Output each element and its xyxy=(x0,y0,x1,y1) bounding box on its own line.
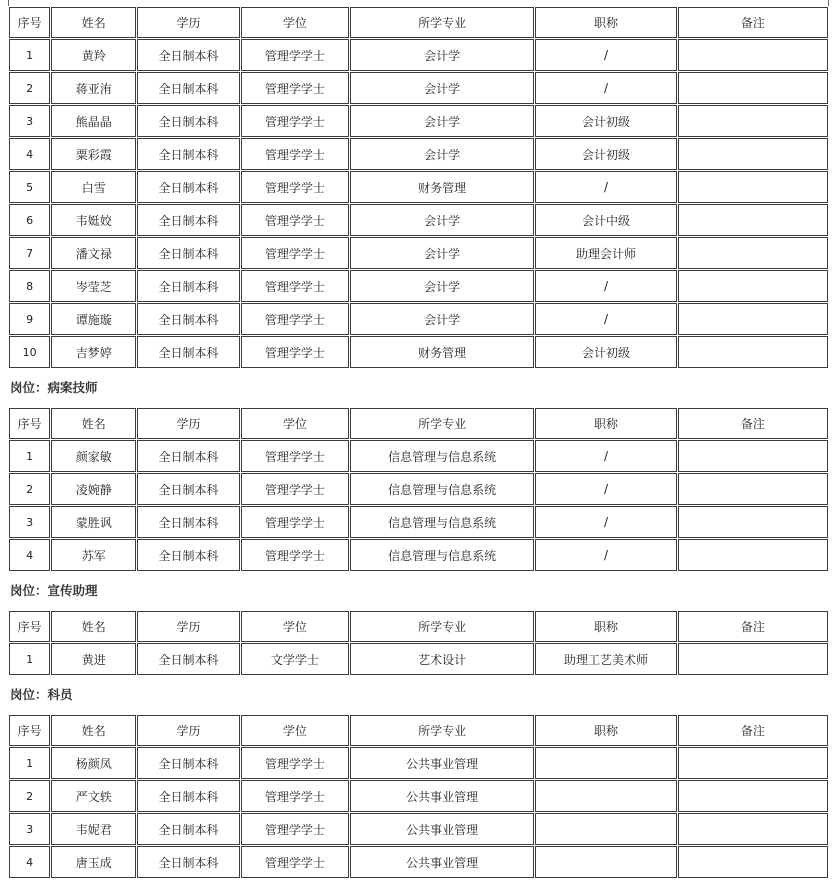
cell-remark xyxy=(678,780,828,812)
column-header: 所学专业 xyxy=(350,715,535,746)
cell-education: 全日制本科 xyxy=(137,138,240,170)
cell-name: 杨颜凤 xyxy=(51,747,136,779)
cell-major: 会计学 xyxy=(350,237,535,269)
cell-degree: 管理学学士 xyxy=(241,138,349,170)
cell-seq: 9 xyxy=(9,303,50,335)
cell-education: 全日制本科 xyxy=(137,105,240,137)
cell-seq: 10 xyxy=(9,336,50,368)
cell-education: 全日制本科 xyxy=(137,440,240,472)
column-header: 序号 xyxy=(9,408,50,439)
cell-education: 全日制本科 xyxy=(137,846,240,878)
column-header: 学历 xyxy=(137,7,240,38)
table-row xyxy=(9,138,828,170)
cell-degree: 管理学学士 xyxy=(241,204,349,236)
cell-major: 会计学 xyxy=(350,138,535,170)
column-header: 职称 xyxy=(535,715,676,746)
column-header: 备注 xyxy=(678,611,828,642)
table-row xyxy=(9,39,828,71)
cell-major: 会计学 xyxy=(350,270,535,302)
cell-degree: 管理学学士 xyxy=(241,473,349,505)
cell-title: / xyxy=(535,473,676,505)
cell-name: 潘文禄 xyxy=(51,237,136,269)
cell-degree: 管理学学士 xyxy=(241,813,349,845)
table-header-row xyxy=(9,611,828,642)
cell-education: 全日制本科 xyxy=(137,539,240,571)
column-header: 学历 xyxy=(137,408,240,439)
cell-education: 全日制本科 xyxy=(137,813,240,845)
cell-remark xyxy=(678,813,828,845)
cell-title: 会计中级 xyxy=(535,204,676,236)
cell-seq: 7 xyxy=(9,237,50,269)
cell-name: 唐玉成 xyxy=(51,846,136,878)
cell-title: / xyxy=(535,72,676,104)
column-header: 序号 xyxy=(9,611,50,642)
cell-degree: 管理学学士 xyxy=(241,39,349,71)
cell-title: 助理会计师 xyxy=(535,237,676,269)
cell-seq: 3 xyxy=(9,813,50,845)
cell-seq: 6 xyxy=(9,204,50,236)
table-row xyxy=(9,237,828,269)
cell-title xyxy=(535,747,676,779)
column-header: 所学专业 xyxy=(350,408,535,439)
column-header: 备注 xyxy=(678,715,828,746)
cell-remark xyxy=(678,539,828,571)
cell-name: 韦娗姣 xyxy=(51,204,136,236)
cell-title: / xyxy=(535,39,676,71)
cell-major: 公共事业管理 xyxy=(350,846,535,878)
cell-major: 公共事业管理 xyxy=(350,813,535,845)
cell-remark xyxy=(678,336,828,368)
cell-seq: 8 xyxy=(9,270,50,302)
cell-seq: 1 xyxy=(9,440,50,472)
column-header: 所学专业 xyxy=(350,611,535,642)
cell-major: 信息管理与信息系统 xyxy=(350,440,535,472)
column-header: 学历 xyxy=(137,715,240,746)
cell-major: 会计学 xyxy=(350,204,535,236)
cell-remark xyxy=(678,270,828,302)
cell-remark xyxy=(678,171,828,203)
cell-remark xyxy=(678,473,828,505)
cell-name: 蒋亚洧 xyxy=(51,72,136,104)
cell-seq: 1 xyxy=(9,747,50,779)
cell-major: 财务管理 xyxy=(350,336,535,368)
cell-title: 会计初级 xyxy=(535,105,676,137)
column-header: 姓名 xyxy=(51,7,136,38)
column-header: 职称 xyxy=(535,7,676,38)
column-header: 学位 xyxy=(241,7,349,38)
cell-seq: 2 xyxy=(9,72,50,104)
cell-major: 会计学 xyxy=(350,105,535,137)
column-header: 学位 xyxy=(241,408,349,439)
cell-title: / xyxy=(535,270,676,302)
cell-major: 艺术设计 xyxy=(350,643,535,675)
table-header-row xyxy=(9,715,828,746)
cell-degree: 管理学学士 xyxy=(241,72,349,104)
cell-major: 公共事业管理 xyxy=(350,747,535,779)
document xyxy=(8,0,829,879)
column-header: 姓名 xyxy=(51,611,136,642)
table-row xyxy=(9,440,828,472)
table-row xyxy=(9,846,828,878)
cell-major: 信息管理与信息系统 xyxy=(350,506,535,538)
cell-name: 颜家敏 xyxy=(51,440,136,472)
cell-education: 全日制本科 xyxy=(137,643,240,675)
cell-seq: 3 xyxy=(9,506,50,538)
cell-major: 公共事业管理 xyxy=(350,780,535,812)
cell-seq: 5 xyxy=(9,171,50,203)
cell-degree: 管理学学士 xyxy=(241,171,349,203)
cell-seq: 3 xyxy=(9,105,50,137)
cell-remark xyxy=(678,506,828,538)
cell-seq: 4 xyxy=(9,138,50,170)
cell-name: 白雪 xyxy=(51,171,136,203)
staff-table xyxy=(8,714,829,879)
cell-education: 全日制本科 xyxy=(137,506,240,538)
column-header: 学历 xyxy=(137,611,240,642)
cell-title: / xyxy=(535,506,676,538)
table-row xyxy=(9,643,828,675)
cell-education: 全日制本科 xyxy=(137,171,240,203)
cell-title xyxy=(535,846,676,878)
cell-remark xyxy=(678,747,828,779)
cell-major: 会计学 xyxy=(350,303,535,335)
cell-seq: 2 xyxy=(9,780,50,812)
column-header: 备注 xyxy=(678,408,828,439)
cell-seq: 1 xyxy=(9,39,50,71)
staff-table xyxy=(8,407,829,572)
cell-remark xyxy=(678,72,828,104)
column-header: 学位 xyxy=(241,611,349,642)
column-header: 备注 xyxy=(678,7,828,38)
table-row xyxy=(9,303,828,335)
cell-seq: 1 xyxy=(9,643,50,675)
cell-degree: 管理学学士 xyxy=(241,506,349,538)
cell-education: 全日制本科 xyxy=(137,303,240,335)
staff-table xyxy=(8,610,829,676)
cell-remark xyxy=(678,643,828,675)
cell-remark xyxy=(678,204,828,236)
column-header: 序号 xyxy=(9,715,50,746)
cell-title: / xyxy=(535,303,676,335)
cell-name: 凌婉静 xyxy=(51,473,136,505)
column-header: 职称 xyxy=(535,611,676,642)
table-row xyxy=(9,539,828,571)
cell-name: 吉梦婷 xyxy=(51,336,136,368)
cell-remark xyxy=(678,237,828,269)
cell-seq: 4 xyxy=(9,539,50,571)
cell-remark xyxy=(678,138,828,170)
cell-title: 会计初级 xyxy=(535,138,676,170)
cell-title: / xyxy=(535,171,676,203)
table-header-row xyxy=(9,408,828,439)
cell-education: 全日制本科 xyxy=(137,270,240,302)
cell-remark xyxy=(678,105,828,137)
sections-container xyxy=(8,6,829,879)
cell-education: 全日制本科 xyxy=(137,336,240,368)
cell-degree: 管理学学士 xyxy=(241,336,349,368)
cell-name: 岑莹芝 xyxy=(51,270,136,302)
cell-degree: 管理学学士 xyxy=(241,747,349,779)
cell-name: 韦妮君 xyxy=(51,813,136,845)
cell-seq: 2 xyxy=(9,473,50,505)
cell-degree: 管理学学士 xyxy=(241,303,349,335)
table-row xyxy=(9,270,828,302)
cell-degree: 管理学学士 xyxy=(241,237,349,269)
cell-education: 全日制本科 xyxy=(137,39,240,71)
cell-major: 信息管理与信息系统 xyxy=(350,539,535,571)
cell-education: 全日制本科 xyxy=(137,237,240,269)
table-row xyxy=(9,780,828,812)
cell-education: 全日制本科 xyxy=(137,780,240,812)
cell-major: 会计学 xyxy=(350,39,535,71)
table-row xyxy=(9,72,828,104)
cell-degree: 管理学学士 xyxy=(241,105,349,137)
cell-name: 蒙胜讽 xyxy=(51,506,136,538)
cell-remark xyxy=(678,846,828,878)
cell-degree: 管理学学士 xyxy=(241,780,349,812)
section-title: 岗位：病案技师 xyxy=(10,380,98,395)
table-header-row xyxy=(9,7,828,38)
column-header: 职称 xyxy=(535,408,676,439)
table-row xyxy=(9,813,828,845)
cell-name: 谭施璇 xyxy=(51,303,136,335)
cell-name: 黄羚 xyxy=(51,39,136,71)
cell-name: 黄进 xyxy=(51,643,136,675)
cell-education: 全日制本科 xyxy=(137,473,240,505)
column-header: 姓名 xyxy=(51,715,136,746)
column-header: 所学专业 xyxy=(350,7,535,38)
table-row xyxy=(9,506,828,538)
cell-title xyxy=(535,813,676,845)
cell-degree: 文学学士 xyxy=(241,643,349,675)
cell-degree: 管理学学士 xyxy=(241,539,349,571)
column-header: 学位 xyxy=(241,715,349,746)
cell-title: 助理工艺美术师 xyxy=(535,643,676,675)
cell-title: / xyxy=(535,440,676,472)
cell-degree: 管理学学士 xyxy=(241,270,349,302)
cell-seq: 4 xyxy=(9,846,50,878)
table-row xyxy=(9,204,828,236)
cell-name: 粟彩霞 xyxy=(51,138,136,170)
cell-name: 熊晶晶 xyxy=(51,105,136,137)
column-header: 姓名 xyxy=(51,408,136,439)
staff-table xyxy=(8,6,829,369)
cell-education: 全日制本科 xyxy=(137,747,240,779)
cell-name: 苏军 xyxy=(51,539,136,571)
table-row xyxy=(9,171,828,203)
cell-major: 财务管理 xyxy=(350,171,535,203)
table-row xyxy=(9,336,828,368)
section-title: 岗位：宣传助理 xyxy=(10,583,98,598)
section-title: 岗位：科员 xyxy=(10,687,73,702)
cell-remark xyxy=(678,303,828,335)
table-row xyxy=(9,473,828,505)
cell-title: 会计初级 xyxy=(535,336,676,368)
cell-name: 严文轶 xyxy=(51,780,136,812)
cell-remark xyxy=(678,440,828,472)
cell-title: / xyxy=(535,539,676,571)
cell-education: 全日制本科 xyxy=(137,72,240,104)
table-row xyxy=(9,747,828,779)
cell-degree: 管理学学士 xyxy=(241,846,349,878)
table-row xyxy=(9,105,828,137)
cell-remark xyxy=(678,39,828,71)
cell-degree: 管理学学士 xyxy=(241,440,349,472)
cell-major: 信息管理与信息系统 xyxy=(350,473,535,505)
cell-education: 全日制本科 xyxy=(137,204,240,236)
cell-major: 会计学 xyxy=(350,72,535,104)
column-header: 序号 xyxy=(9,7,50,38)
cell-title xyxy=(535,780,676,812)
